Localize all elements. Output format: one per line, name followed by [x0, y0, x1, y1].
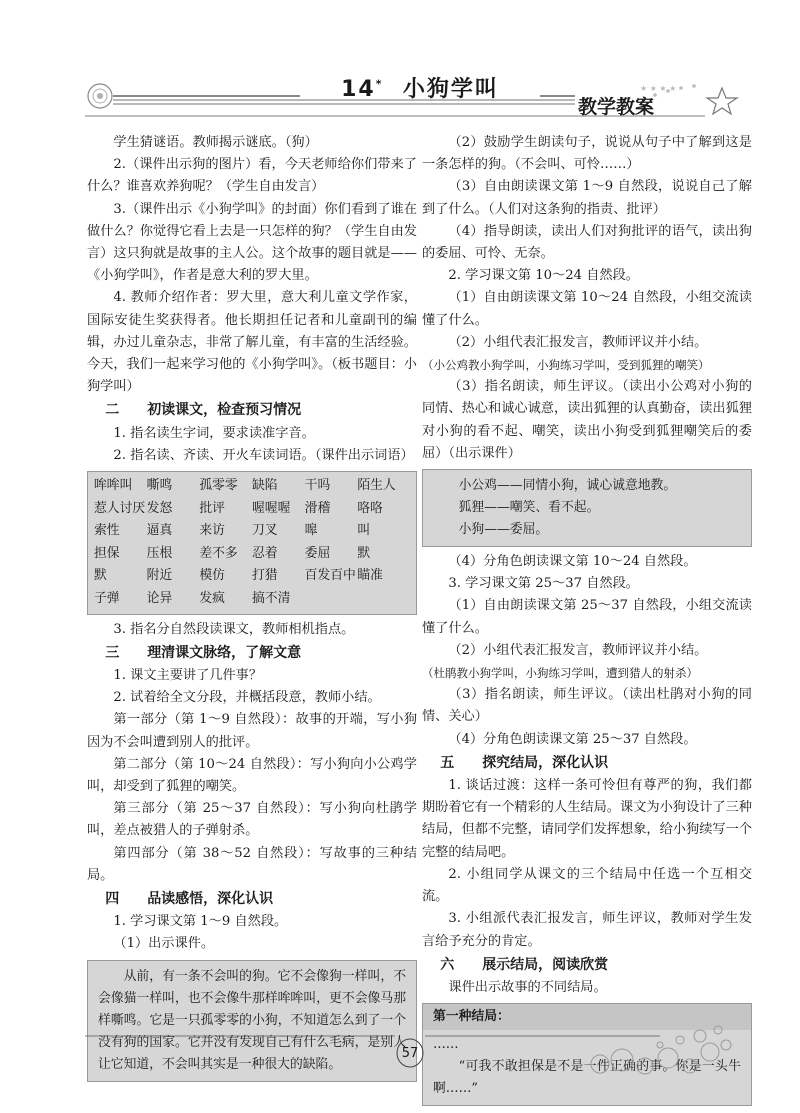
paragraph: （4）分角色朗读课文第 10～24 自然段。 — [448, 554, 697, 570]
section-heading-6: 六 展示结局，阅读欣赏 — [440, 956, 609, 973]
paragraph: （1）出示课件。 — [113, 936, 215, 952]
paragraph: 4. 教师介绍作者：罗大里，意大利儿童文学作家，国际安徒生奖获得者。他长期担任记者和儿童副刊的编辑，办过儿童杂志，非常了解儿童，有丰富的生活经验。今天，我们一起来学习他的《小狗学叫》。（板书题目：小狗学叫） — [87, 290, 417, 395]
vocabulary-word: 论异 — [146, 591, 173, 607]
vocabulary-word: 附近 — [146, 568, 173, 584]
ending-title: 第一种结局： — [423, 1004, 751, 1030]
paragraph: 1. 谈话过渡：这样一条可怜但有尊严的狗，我们都期盼着它有一个精彩的人生结局。课文为小狗设计了三种结局，但都不完整，请同学们发挥想象，给小狗续写一个完整的结局吧。 — [422, 778, 752, 860]
lesson-title-text: 小狗学叫 — [402, 77, 499, 102]
paragraph: 2. 小组同学从课文的三个结局中任选一个互相交流。 — [422, 866, 752, 905]
section-heading-3: 三 理清课文脉络，了解文意 — [105, 644, 302, 661]
footer-decoration — [0, 1020, 800, 1113]
vocabulary-word: 批评 — [199, 500, 225, 516]
vocabulary-word: 模仿 — [199, 568, 225, 584]
section-heading-2: 二 初读课文，检查预习情况 — [105, 402, 302, 419]
vocabulary-word: 喔喔喔 — [252, 500, 291, 516]
ending-ellipsis: …… — [433, 1037, 459, 1053]
left-column — [87, 132, 417, 1086]
vocabulary-word: 发怒 — [146, 500, 173, 516]
vocabulary-word: 咯咯 — [357, 500, 383, 516]
paragraph: 第一部分（第 1～9 自然段）：故事的开端，写小狗因为不会叫遭到别人的批评。 — [87, 712, 417, 750]
vocabulary-word: 差不多 — [199, 545, 238, 561]
paragraph: 3. 学习课文第 25～37 自然段。 — [448, 576, 639, 592]
vocabulary-word: 嗥 — [304, 523, 318, 539]
vocabulary-word: 刀叉 — [252, 523, 278, 539]
box-line: 小公鸡——同情小狗，诚心诚意地教。 — [458, 478, 677, 494]
right-column — [422, 132, 752, 1110]
paragraph: 3. 指名分自然段读课文，教师相机指点。 — [113, 621, 355, 637]
footer-bubbles-ornament — [591, 1026, 731, 1074]
vocabulary-word: 瞄准 — [357, 568, 383, 584]
paragraph: 第四部分（第 38～52 自然段）：写故事的三种结局。 — [87, 845, 417, 883]
vocabulary-word: 担保 — [94, 545, 120, 561]
paragraph: （1）自由朗读课文第 10～24 自然段，小组交流读懂了什么。 — [422, 290, 752, 328]
paragraph: （3）指名朗读，师生评议。（读出小公鸡对小狗的同情、热心和诚心诚意，读出狐狸的认真勤奋，读出狐狸对小狗的看不起、嘲笑，读出小狗受到狐狸嘲笑后的委屈）（出示课件） — [422, 379, 752, 461]
passage-text: 从前，有一条不会叫的狗。它不会像狗一样叫，不会像猫一样叫，也不会像牛那样哞哞叫，更不会像马那样嘶鸣。它是一只孤零零的小狗，不知道怎么到了一个没有狗的国家。它并没有发现自己有什么毛病，是别人让它知道，不会叫其实是一种很大的缺陷。 — [98, 968, 406, 1072]
paragraph: 2. 学习课文第 10～24 自然段。 — [448, 268, 639, 284]
vocabulary-word: 搞不清 — [252, 591, 291, 607]
vocabulary-word: 嘶鸣 — [146, 478, 173, 494]
vocabulary-word: 默 — [94, 568, 107, 584]
paragraph: 1. 指名读生字词，要求读准字音。 — [113, 425, 315, 441]
paragraph: （2）小组代表汇报发言，教师评议并小结。 — [448, 334, 708, 350]
vocabulary-box — [87, 471, 417, 615]
paragraph: （4）指导朗读，读出人们对狗批评的语气，读出狗的委屈、可怜、无奈。 — [422, 223, 752, 262]
vocabulary-word: 哞哞叫 — [94, 478, 133, 494]
paragraph: 第三部分（第 25～37 自然段）：写小狗向杜鹃学叫，差点被猎人的子弹射杀。 — [87, 801, 417, 839]
vocabulary-word: 陌生人 — [357, 478, 396, 494]
paragraph: 2.（课件出示狗的图片）看，今天老师给你们带来了什么？谁喜欢养狗呢？（学生自由发言） — [87, 157, 417, 195]
box-line: 狐狸——嘲笑、看不起。 — [458, 500, 600, 516]
paragraph: 3. 小组派代表汇报发言，师生评议，教师对学生发言给予充分的肯定。 — [422, 911, 752, 949]
paragraph: （1）自由朗读课文第 25～37 自然段，小组交流读懂了什么。 — [422, 598, 752, 636]
box-line: 小狗——委屈。 — [458, 522, 549, 538]
paragraph: 2. 试着给全文分段，并概括段意，教师小结。 — [113, 690, 381, 706]
paragraph: （4）分角色朗读课文第 25～37 自然段。 — [448, 731, 697, 747]
paragraph: 3.（课件出示《小狗学叫》的封面）你们看到了谁在做什么？你觉得它看上去是一只怎样的狗？（学生自由发言）这只狗就是故事的主人公。这个故事的题目就是——《小狗学叫》，作者是意大利的罗大里。 — [87, 201, 417, 284]
vocabulary-word: 孤零零 — [199, 478, 238, 494]
paragraph: 2. 指名读、齐读、开火车读词语。（课件出示词语） — [113, 447, 414, 463]
section-heading-5: 五 探究结局，深化认识 — [440, 754, 609, 771]
vocabulary-word: 滑稽 — [304, 500, 331, 516]
vocabulary-word: 百发百中 — [304, 568, 356, 584]
vocabulary-word: 发疯 — [199, 591, 225, 607]
paragraph: （2）鼓励学生朗读句子，说说从句子中了解到这是一条怎样的狗。（不会叫、可怜……） — [422, 135, 752, 173]
vocabulary-word: 默 — [357, 545, 371, 561]
vocabulary-word: 忍着 — [252, 545, 278, 561]
lesson-title — [300, 72, 540, 103]
vocabulary-word: 缺陷 — [252, 478, 278, 494]
vocabulary-word: 惹人讨厌 — [94, 500, 146, 516]
paragraph: 第二部分（第 10～24 自然段）：写小狗向小公鸡学叫，却受到了狐狸的嘲笑。 — [87, 756, 417, 795]
paragraph: （3）指名朗读，师生评议。（读出杜鹃对小狗的同情、关心） — [422, 687, 752, 725]
paragraph: 课件出示故事的不同结局。 — [448, 979, 607, 995]
lesson-mark: * — [375, 77, 384, 91]
note: （杜鹃教小狗学叫，小狗练习学叫，遭到猎人的射杀） — [422, 666, 698, 681]
vocabulary-word: 子弹 — [94, 591, 120, 607]
header-circle-ornament — [88, 84, 112, 108]
lesson-number: 14 — [341, 77, 376, 102]
header-stars-text: ★ ★ ★ ★ — [640, 84, 677, 93]
paragraph: （3）自由朗读课文第 1～9 自然段，说说自己了解到了什么。（人们对这条狗的指责、批评） — [422, 179, 752, 217]
vocabulary-word: 叫 — [357, 523, 371, 539]
vocabulary-word: 来访 — [199, 523, 225, 539]
vocabulary-word: 逼真 — [146, 523, 173, 539]
note: （小公鸡教小狗学叫，小狗练习学叫，受到狐狸的嘲笑） — [422, 358, 710, 373]
vocabulary-word: 压根 — [146, 545, 173, 561]
character-box — [422, 469, 752, 547]
paragraph: 1. 课文主要讲了几件事？ — [113, 668, 263, 684]
section-heading-4: 四 品读感悟，深化认识 — [105, 891, 274, 908]
paragraph: 1. 学习课文第 1～9 自然段。 — [113, 914, 288, 930]
paragraph: （2）小组代表汇报发言，教师评议并小结。 — [448, 642, 708, 658]
paragraph: 学生猜谜语。教师揭示谜底。（狗） — [113, 135, 318, 150]
vocabulary-word: 委屈 — [304, 545, 331, 561]
page-number: 57 — [401, 1046, 419, 1061]
vocabulary-word: 索性 — [94, 523, 120, 539]
vocabulary-word: 干吗 — [304, 478, 331, 494]
header-decoration — [0, 0, 800, 135]
ending-text: “可我不敢担保是不是一件正确的事。你是一头牛啊……” — [433, 1059, 741, 1097]
case-label: 教学教案 — [578, 96, 655, 118]
vocabulary-word: 打猎 — [252, 568, 278, 584]
